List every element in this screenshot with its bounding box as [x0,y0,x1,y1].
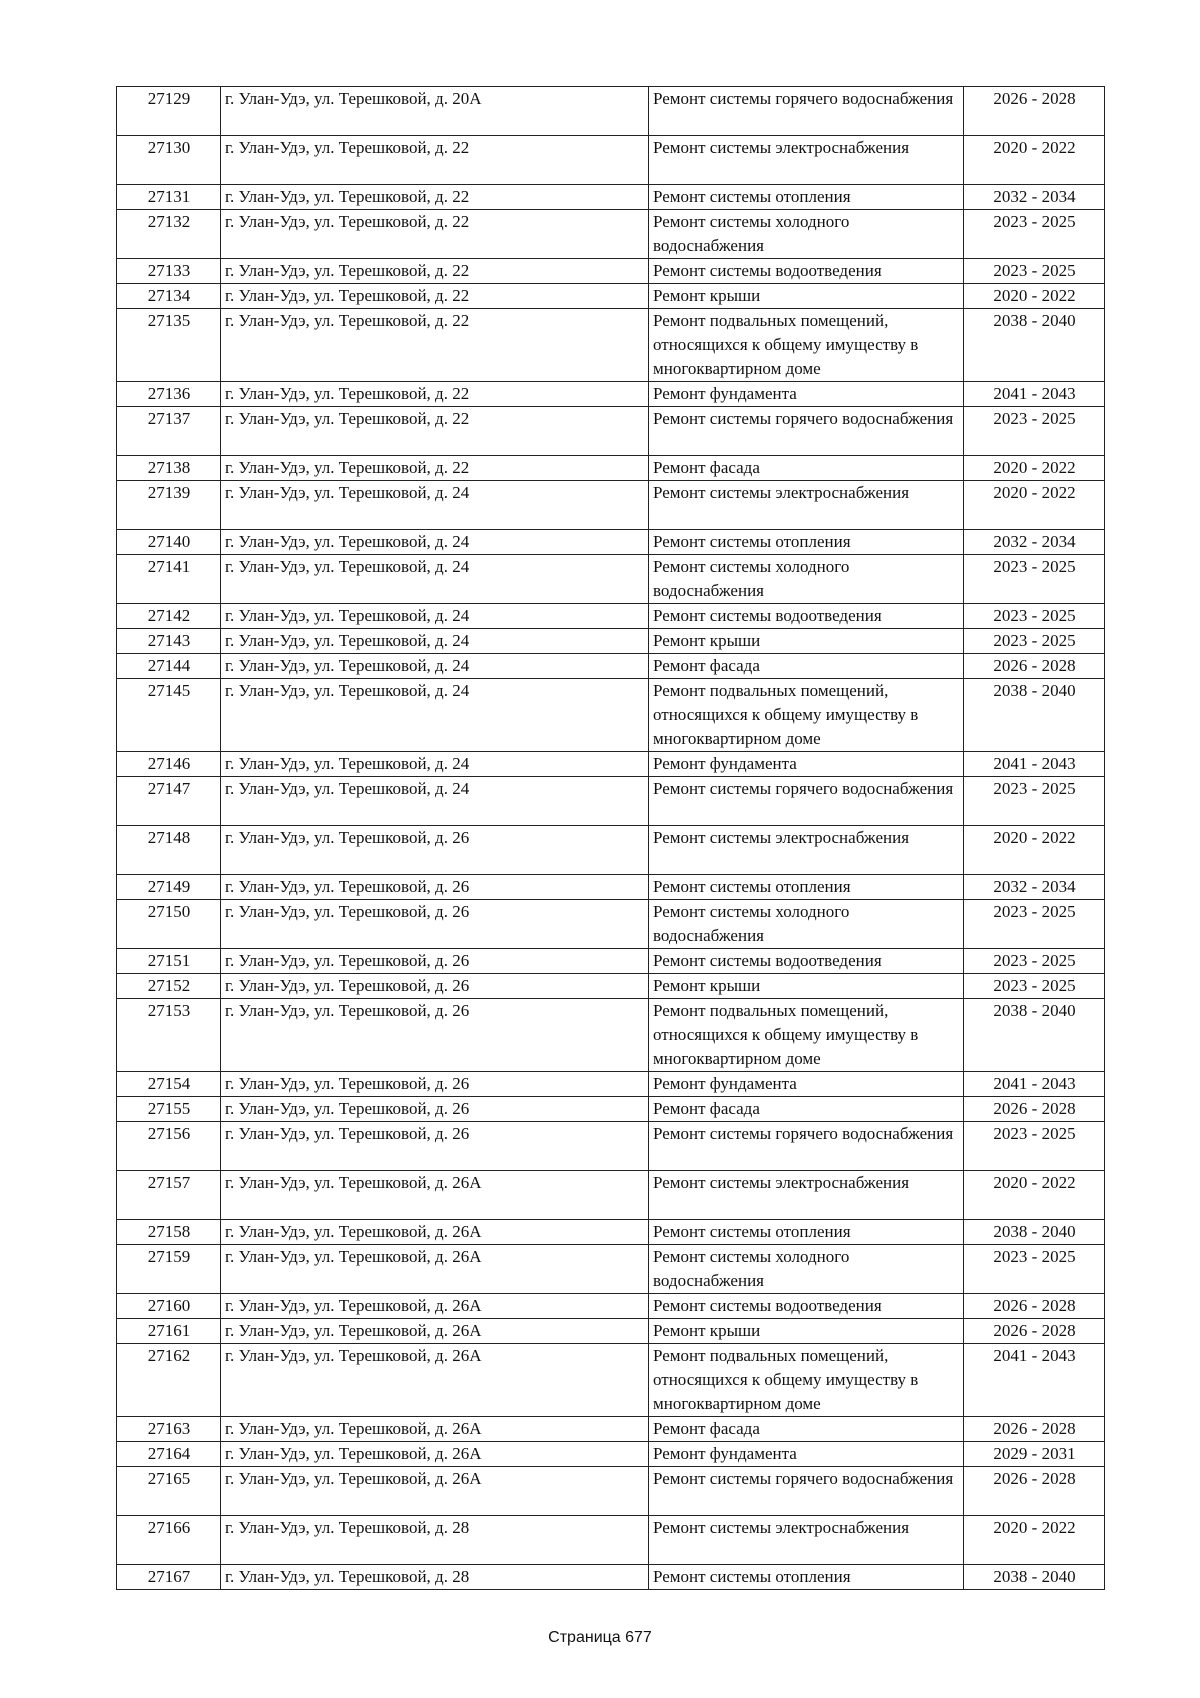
row-number: 27159 [117,1245,221,1294]
table-row [117,1171,1105,1220]
address-cell: г. Улан-Удэ, ул. Терешковой, д. 26А [221,1344,649,1417]
page-number: Страница 677 [548,1629,652,1646]
table-row [117,1467,1105,1516]
period-cell: 2023 - 2025 [964,949,1105,974]
address-cell: г. Улан-Удэ, ул. Терешковой, д. 26 [221,900,649,949]
row-number: 27145 [117,679,221,752]
row-number: 27139 [117,481,221,530]
table-row [117,87,1105,136]
work-type-cell: Ремонт системы отопления [649,185,964,210]
row-number: 27135 [117,309,221,382]
table-row [117,1294,1105,1319]
work-type-cell: Ремонт системы горячего водоснабжения [649,407,964,456]
period-cell: 2023 - 2025 [964,407,1105,456]
work-type-cell: Ремонт системы горячего водоснабжения [649,777,964,826]
period-cell: 2029 - 2031 [964,1442,1105,1467]
period-cell: 2023 - 2025 [964,900,1105,949]
period-cell: 2038 - 2040 [964,1565,1105,1590]
period-cell: 2020 - 2022 [964,1516,1105,1565]
row-number: 27166 [117,1516,221,1565]
period-cell: 2026 - 2028 [964,1294,1105,1319]
period-cell: 2020 - 2022 [964,136,1105,185]
row-number: 27156 [117,1122,221,1171]
period-cell: 2026 - 2028 [964,1319,1105,1344]
table-row [117,826,1105,875]
work-type-cell: Ремонт системы отопления [649,875,964,900]
period-cell: 2032 - 2034 [964,875,1105,900]
row-number: 27137 [117,407,221,456]
period-cell: 2026 - 2028 [964,1467,1105,1516]
work-type-cell: Ремонт системы холодного водоснабжения [649,900,964,949]
row-number: 27149 [117,875,221,900]
work-type-cell: Ремонт системы отопления [649,530,964,555]
period-cell: 2032 - 2034 [964,185,1105,210]
work-type-cell: Ремонт подвальных помещений, относящихся к общему имуществу в многоквартирном доме [649,679,964,752]
period-cell: 2026 - 2028 [964,1097,1105,1122]
table-row [117,382,1105,407]
work-type-cell: Ремонт крыши [649,974,964,999]
row-number: 27141 [117,555,221,604]
period-cell: 2020 - 2022 [964,456,1105,481]
address-cell: г. Улан-Удэ, ул. Терешковой, д. 22 [221,136,649,185]
row-number: 27151 [117,949,221,974]
period-cell: 2038 - 2040 [964,1220,1105,1245]
table-row [117,210,1105,259]
row-number: 27130 [117,136,221,185]
address-cell: г. Улан-Удэ, ул. Терешковой, д. 26А [221,1417,649,1442]
table-row [117,777,1105,826]
row-number: 27160 [117,1294,221,1319]
period-cell: 2038 - 2040 [964,679,1105,752]
address-cell: г. Улан-Удэ, ул. Терешковой, д. 22 [221,309,649,382]
row-number: 27144 [117,654,221,679]
address-cell: г. Улан-Удэ, ул. Терешковой, д. 26А [221,1220,649,1245]
address-cell: г. Улан-Удэ, ул. Терешковой, д. 24 [221,654,649,679]
work-type-cell: Ремонт системы электроснабжения [649,1171,964,1220]
work-type-cell: Ремонт фундамента [649,1072,964,1097]
address-cell: г. Улан-Удэ, ул. Терешковой, д. 26 [221,999,649,1072]
period-cell: 2041 - 2043 [964,1072,1105,1097]
work-type-cell: Ремонт системы горячего водоснабжения [649,1467,964,1516]
row-number: 27161 [117,1319,221,1344]
address-cell: г. Улан-Удэ, ул. Терешковой, д. 26А [221,1467,649,1516]
work-type-cell: Ремонт подвальных помещений, относящихся к общему имуществу в многоквартирном доме [649,999,964,1072]
period-cell: 2032 - 2034 [964,530,1105,555]
row-number: 27147 [117,777,221,826]
address-cell: г. Улан-Удэ, ул. Терешковой, д. 24 [221,530,649,555]
row-number: 27138 [117,456,221,481]
table-row [117,752,1105,777]
work-type-cell: Ремонт системы электроснабжения [649,1516,964,1565]
address-cell: г. Улан-Удэ, ул. Терешковой, д. 26А [221,1294,649,1319]
row-number: 27136 [117,382,221,407]
table-row [117,604,1105,629]
work-type-cell: Ремонт системы отопления [649,1565,964,1590]
row-number: 27133 [117,259,221,284]
period-cell: 2023 - 2025 [964,1245,1105,1294]
address-cell: г. Улан-Удэ, ул. Терешковой, д. 24 [221,629,649,654]
address-cell: г. Улан-Удэ, ул. Терешковой, д. 24 [221,752,649,777]
work-type-cell: Ремонт фасада [649,654,964,679]
address-cell: г. Улан-Удэ, ул. Терешковой, д. 22 [221,259,649,284]
address-cell: г. Улан-Удэ, ул. Терешковой, д. 22 [221,185,649,210]
table-row [117,900,1105,949]
address-cell: г. Улан-Удэ, ул. Терешковой, д. 24 [221,555,649,604]
capital-repair-table [116,86,1105,1590]
table-row [117,1319,1105,1344]
row-number: 27163 [117,1417,221,1442]
address-cell: г. Улан-Удэ, ул. Терешковой, д. 24 [221,604,649,629]
work-type-cell: Ремонт системы водоотведения [649,1294,964,1319]
address-cell: г. Улан-Удэ, ул. Терешковой, д. 26 [221,949,649,974]
work-type-cell: Ремонт системы водоотведения [649,949,964,974]
row-number: 27165 [117,1467,221,1516]
row-number: 27164 [117,1442,221,1467]
address-cell: г. Улан-Удэ, ул. Терешковой, д. 22 [221,456,649,481]
work-type-cell: Ремонт системы холодного водоснабжения [649,210,964,259]
table-row [117,1516,1105,1565]
table-row [117,629,1105,654]
period-cell: 2020 - 2022 [964,1171,1105,1220]
period-cell: 2038 - 2040 [964,999,1105,1072]
period-cell: 2038 - 2040 [964,309,1105,382]
row-number: 27167 [117,1565,221,1590]
work-type-cell: Ремонт подвальных помещений, относящихся к общему имуществу в многоквартирном доме [649,309,964,382]
work-type-cell: Ремонт системы холодного водоснабжения [649,555,964,604]
row-number: 27152 [117,974,221,999]
period-cell: 2020 - 2022 [964,284,1105,309]
table-row [117,555,1105,604]
work-type-cell: Ремонт крыши [649,629,964,654]
table-row [117,407,1105,456]
period-cell: 2026 - 2028 [964,87,1105,136]
address-cell: г. Улан-Удэ, ул. Терешковой, д. 26 [221,875,649,900]
period-cell: 2023 - 2025 [964,604,1105,629]
table-row [117,481,1105,530]
row-number: 27158 [117,1220,221,1245]
address-cell: г. Улан-Удэ, ул. Терешковой, д. 28 [221,1565,649,1590]
address-cell: г. Улан-Удэ, ул. Терешковой, д. 22 [221,210,649,259]
table-row [117,530,1105,555]
period-cell: 2020 - 2022 [964,826,1105,875]
address-cell: г. Улан-Удэ, ул. Терешковой, д. 26А [221,1171,649,1220]
table-row [117,974,1105,999]
period-cell: 2023 - 2025 [964,259,1105,284]
table-row [117,679,1105,752]
table-row [117,136,1105,185]
table-row [117,1417,1105,1442]
table-row [117,259,1105,284]
table-row [117,1344,1105,1417]
row-number: 27150 [117,900,221,949]
table-row [117,1072,1105,1097]
table-row [117,1122,1105,1171]
row-number: 27129 [117,87,221,136]
table-row [117,949,1105,974]
address-cell: г. Улан-Удэ, ул. Терешковой, д. 26 [221,1122,649,1171]
table-row [117,185,1105,210]
address-cell: г. Улан-Удэ, ул. Терешковой, д. 26 [221,1097,649,1122]
table-body [117,87,1105,1590]
work-type-cell: Ремонт системы электроснабжения [649,136,964,185]
address-cell: г. Улан-Удэ, ул. Терешковой, д. 22 [221,284,649,309]
work-type-cell: Ремонт фундамента [649,382,964,407]
table-row [117,999,1105,1072]
work-type-cell: Ремонт системы электроснабжения [649,826,964,875]
period-cell: 2023 - 2025 [964,629,1105,654]
work-type-cell: Ремонт фундамента [649,1442,964,1467]
row-number: 27140 [117,530,221,555]
work-type-cell: Ремонт крыши [649,284,964,309]
work-type-cell: Ремонт системы отопления [649,1220,964,1245]
address-cell: г. Улан-Удэ, ул. Терешковой, д. 20А [221,87,649,136]
table-row [117,1220,1105,1245]
table-row [117,309,1105,382]
period-cell: 2023 - 2025 [964,555,1105,604]
address-cell: г. Улан-Удэ, ул. Терешковой, д. 26 [221,974,649,999]
work-type-cell: Ремонт системы водоотведения [649,259,964,284]
work-type-cell: Ремонт фасада [649,1417,964,1442]
address-cell: г. Улан-Удэ, ул. Терешковой, д. 22 [221,382,649,407]
period-cell: 2023 - 2025 [964,777,1105,826]
row-number: 27157 [117,1171,221,1220]
address-cell: г. Улан-Удэ, ул. Терешковой, д. 26А [221,1319,649,1344]
period-cell: 2023 - 2025 [964,974,1105,999]
row-number: 27131 [117,185,221,210]
address-cell: г. Улан-Удэ, ул. Терешковой, д. 22 [221,407,649,456]
table-row [117,284,1105,309]
work-type-cell: Ремонт подвальных помещений, относящихся к общему имуществу в многоквартирном доме [649,1344,964,1417]
row-number: 27162 [117,1344,221,1417]
work-type-cell: Ремонт фасада [649,1097,964,1122]
row-number: 27146 [117,752,221,777]
row-number: 27132 [117,210,221,259]
address-cell: г. Улан-Удэ, ул. Терешковой, д. 26А [221,1245,649,1294]
row-number: 27153 [117,999,221,1072]
period-cell: 2041 - 2043 [964,1344,1105,1417]
work-type-cell: Ремонт системы электроснабжения [649,481,964,530]
period-cell: 2026 - 2028 [964,654,1105,679]
period-cell: 2026 - 2028 [964,1417,1105,1442]
period-cell: 2041 - 2043 [964,382,1105,407]
table-row [117,875,1105,900]
row-number: 27154 [117,1072,221,1097]
work-type-cell: Ремонт системы водоотведения [649,604,964,629]
row-number: 27155 [117,1097,221,1122]
address-cell: г. Улан-Удэ, ул. Терешковой, д. 28 [221,1516,649,1565]
work-type-cell: Ремонт системы горячего водоснабжения [649,1122,964,1171]
row-number: 27134 [117,284,221,309]
address-cell: г. Улан-Удэ, ул. Терешковой, д. 24 [221,481,649,530]
period-cell: 2020 - 2022 [964,481,1105,530]
address-cell: г. Улан-Удэ, ул. Терешковой, д. 26 [221,826,649,875]
table-row [117,1565,1105,1590]
row-number: 27143 [117,629,221,654]
address-cell: г. Улан-Удэ, ул. Терешковой, д. 26 [221,1072,649,1097]
address-cell: г. Улан-Удэ, ул. Терешковой, д. 24 [221,679,649,752]
table-row [117,654,1105,679]
table-row [117,1442,1105,1467]
table-row [117,1245,1105,1294]
period-cell: 2023 - 2025 [964,210,1105,259]
row-number: 27142 [117,604,221,629]
period-cell: 2023 - 2025 [964,1122,1105,1171]
address-cell: г. Улан-Удэ, ул. Терешковой, д. 26А [221,1442,649,1467]
period-cell: 2041 - 2043 [964,752,1105,777]
table-row [117,456,1105,481]
work-type-cell: Ремонт фундамента [649,752,964,777]
work-type-cell: Ремонт фасада [649,456,964,481]
address-cell: г. Улан-Удэ, ул. Терешковой, д. 24 [221,777,649,826]
work-type-cell: Ремонт системы холодного водоснабжения [649,1245,964,1294]
work-type-cell: Ремонт крыши [649,1319,964,1344]
work-type-cell: Ремонт системы горячего водоснабжения [649,87,964,136]
table-row [117,1097,1105,1122]
row-number: 27148 [117,826,221,875]
